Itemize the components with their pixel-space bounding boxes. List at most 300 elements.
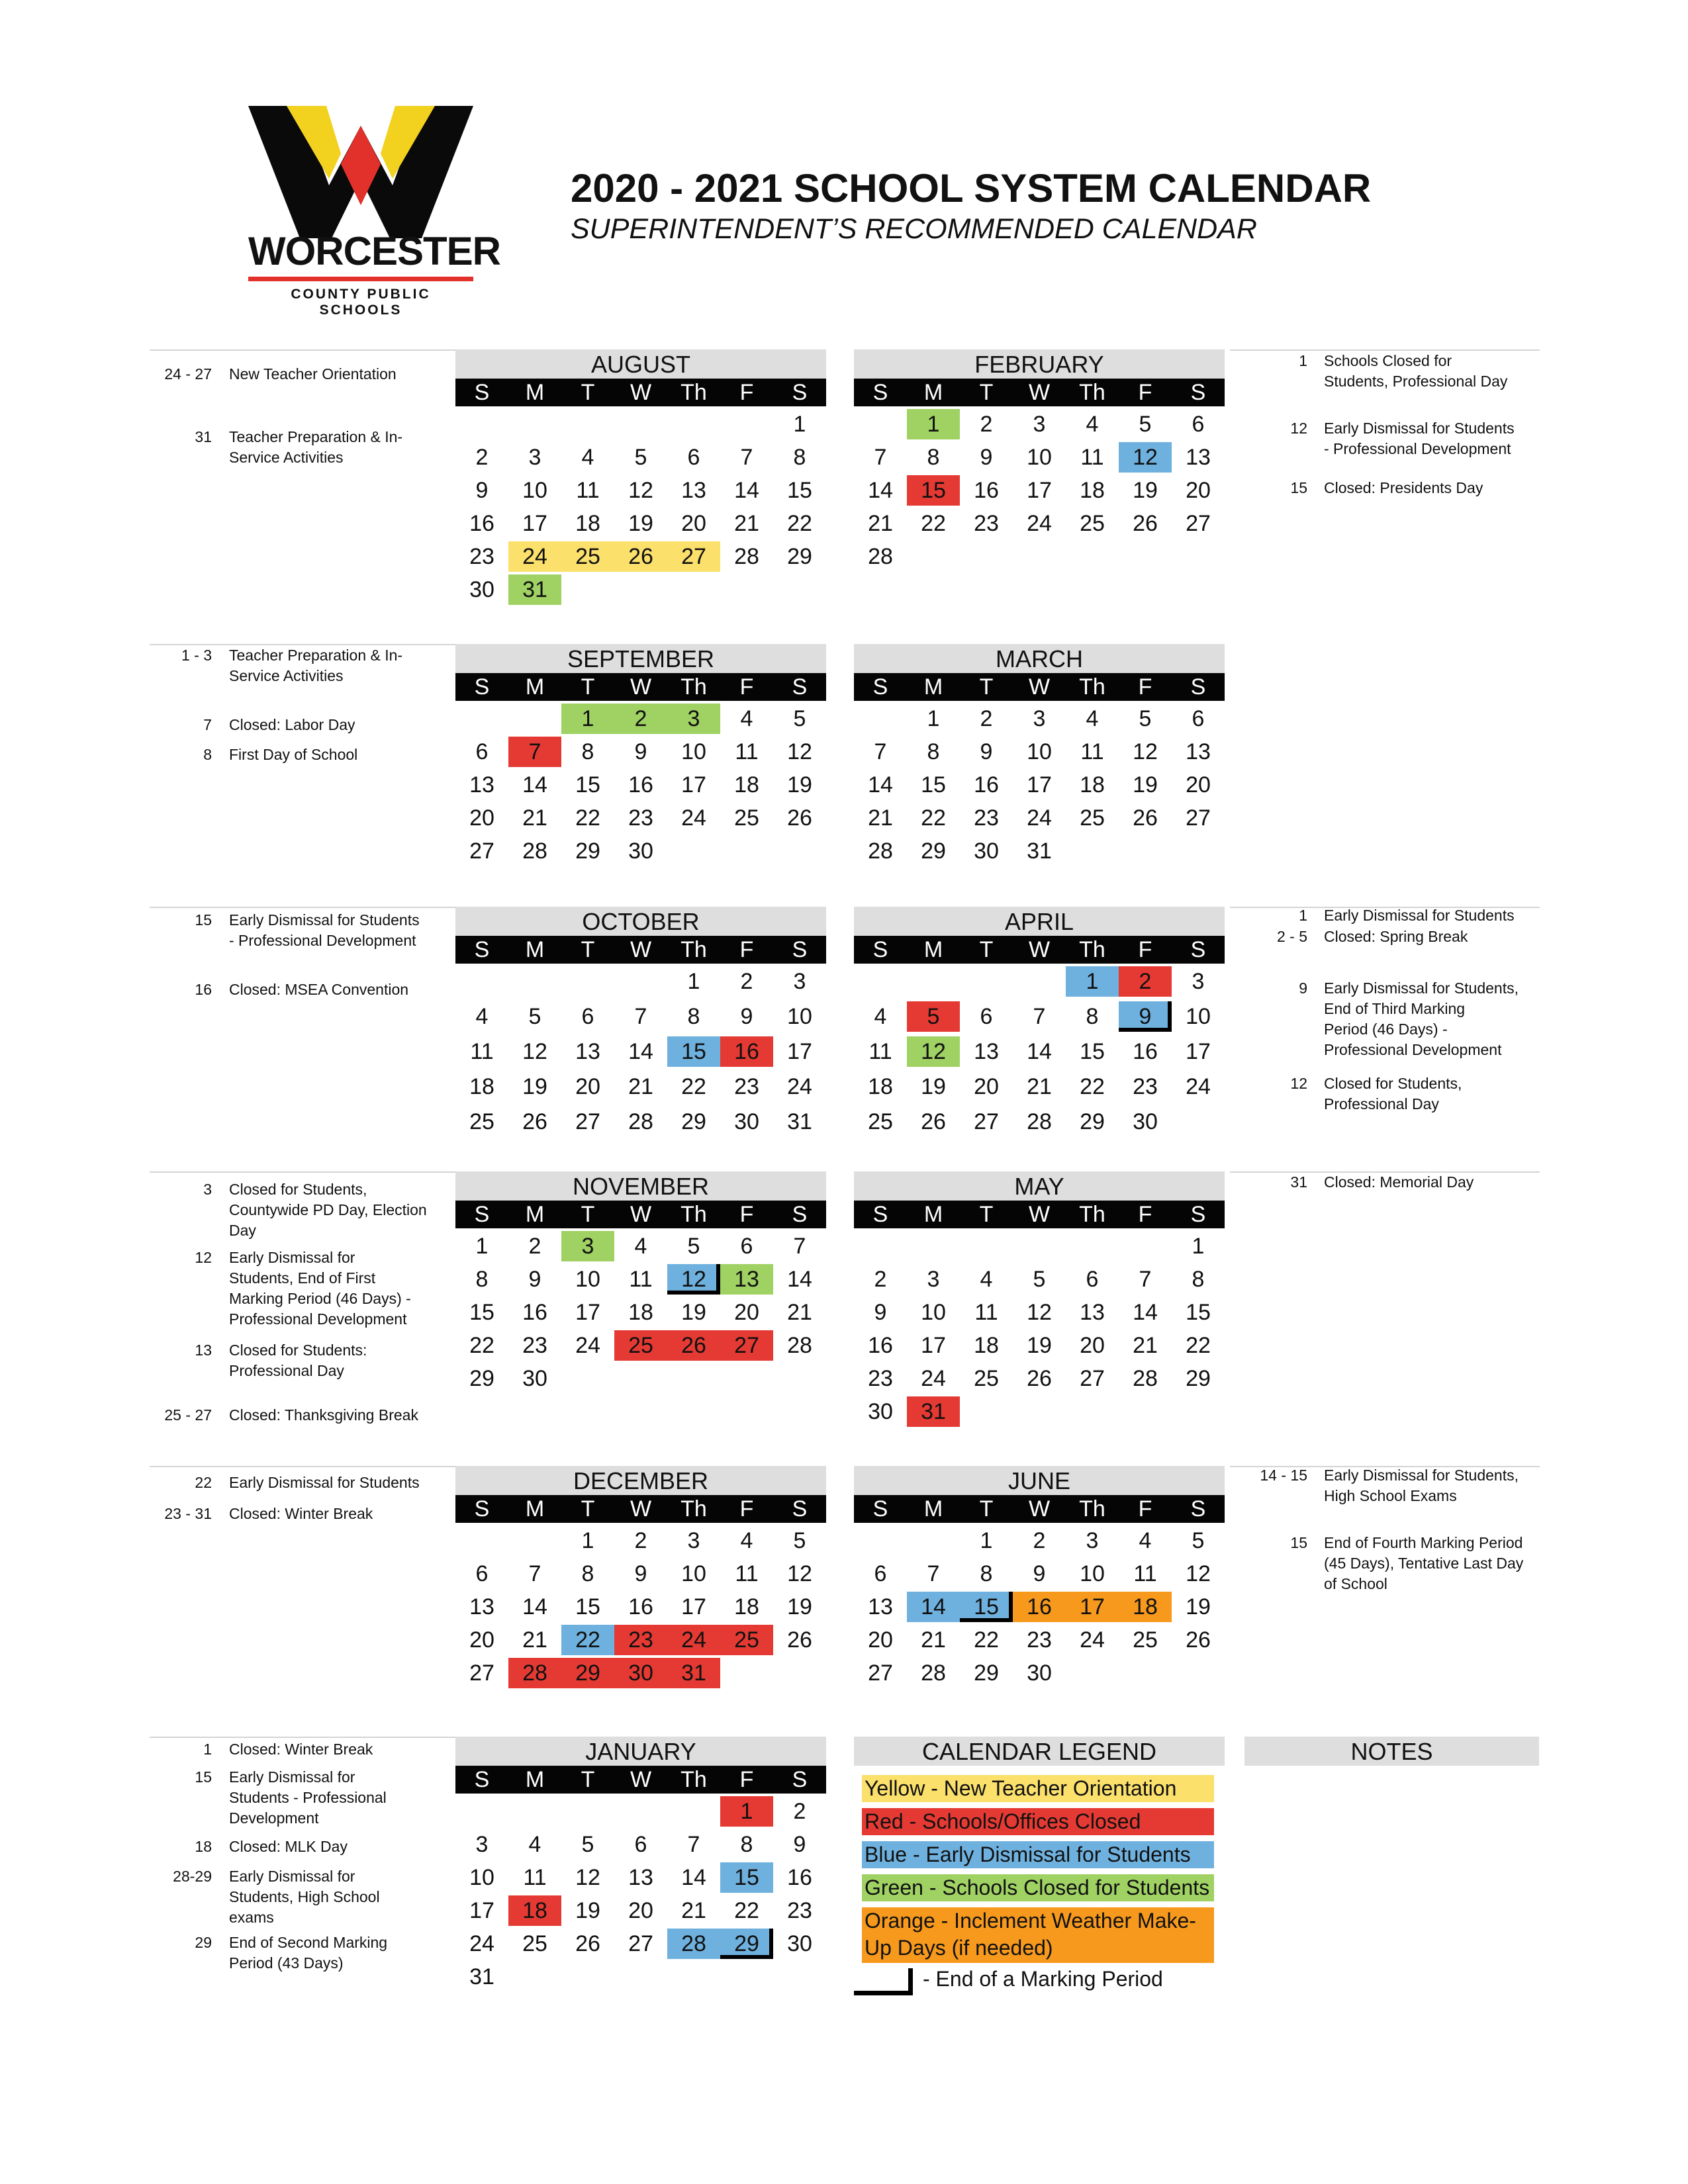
day-cell: 22 [681, 1074, 706, 1099]
day-cell: 6 [581, 1004, 594, 1029]
day-cell: 19 [628, 511, 653, 536]
day-cell: 30 [787, 1931, 812, 1956]
note-text: Closed: MSEA Convention [229, 981, 409, 998]
day-cell: 9 [980, 445, 993, 470]
month-title: JANUARY [455, 1737, 826, 1766]
day-cell: 10 [575, 1267, 600, 1292]
weekday-label: T [979, 380, 994, 405]
weekday-header [455, 379, 826, 406]
day-cell: 5 [634, 445, 647, 470]
day-cell: 7 [927, 1561, 940, 1586]
weekday-label: M [923, 937, 943, 962]
day-cell: 24 [469, 1931, 494, 1956]
day-cell: 16 [974, 478, 999, 503]
day-cell: 17 [1186, 1039, 1211, 1064]
month-title: OCTOBER [455, 907, 826, 936]
note-text: Closed for Students: Professional Day [229, 1342, 367, 1379]
note-date: 15 [195, 1768, 212, 1786]
day-cell: 30 [734, 1109, 759, 1134]
day-cell: 12 [907, 1036, 960, 1067]
day-cell: 3 [687, 1528, 700, 1553]
day-cell: 24 [1027, 805, 1052, 831]
day-cell: 15 [787, 478, 812, 503]
legend-marking-text: - End of a Marking Period [923, 1967, 1163, 1991]
note-text: Early Dismissal for Students, High School Exams [1324, 1467, 1519, 1504]
day-cell: 23 [868, 1366, 893, 1391]
day-cell: 23 [469, 544, 494, 569]
day-cell: 10 [1080, 1561, 1105, 1586]
weekday-label: S [872, 937, 888, 962]
day-cell: 4 [1086, 706, 1099, 731]
day-cell: 14 [681, 1865, 706, 1890]
day-cell: 8 [793, 445, 806, 470]
day-cell: 10 [469, 1865, 494, 1890]
weekday-label: Th [1079, 937, 1105, 962]
day-cell: 23 [974, 805, 999, 831]
day-cell: 19 [681, 1300, 706, 1325]
day-cell: 25 [1133, 1627, 1158, 1653]
day-cell: 8 [927, 445, 940, 470]
day-cell: 4 [740, 706, 753, 731]
weekday-label: W [1028, 1496, 1051, 1522]
day-cell: 11 [576, 478, 600, 503]
weekday-label: F [739, 674, 754, 700]
day-cell: 23 [974, 511, 999, 536]
day-cell: 1 [927, 706, 940, 731]
day-cell: 17 [921, 1333, 946, 1358]
weekday-label: F [1138, 1202, 1152, 1227]
weekday-label: W [630, 1202, 652, 1227]
month-october [455, 907, 826, 1134]
note-date: 1 [1299, 352, 1307, 369]
weekday-label: T [581, 1767, 595, 1792]
note-text: Early Dismissal for Students - Professional Development [229, 911, 420, 949]
day-cell: 10 [522, 478, 547, 503]
weekday-label: S [792, 380, 808, 405]
day-cell: 6 [475, 739, 489, 764]
day-cell: 29 [681, 1109, 706, 1134]
note-date: 18 [195, 1838, 212, 1855]
note-text: Closed: Winter Break [229, 1505, 373, 1522]
day-cell: 4 [634, 1234, 647, 1259]
day-cell: 16 [974, 772, 999, 797]
day-cell: 18 [868, 1074, 893, 1099]
day-cell: 14 [907, 1592, 960, 1622]
day-cell: 1 [907, 409, 960, 439]
note-date: 31 [1290, 1173, 1307, 1191]
note-date: 23 - 31 [164, 1505, 212, 1522]
section-divider [150, 349, 455, 351]
day-cell: 1 [475, 1234, 489, 1259]
day-cell: 12 [787, 739, 812, 764]
day-cell: 5 [1033, 1267, 1046, 1292]
day-cell: 24 [681, 805, 706, 831]
weekday-label: M [525, 380, 545, 405]
day-cell: 7 [1139, 1267, 1152, 1292]
day-cell: 6 [980, 1004, 993, 1029]
day-cell: 22 [921, 805, 946, 831]
day-cell: 12 [1119, 442, 1172, 473]
weekday-label: F [739, 380, 754, 405]
day-cell: 16 [628, 1594, 653, 1619]
day-cell: 6 [634, 1832, 647, 1857]
day-cell: 13 [1186, 445, 1211, 470]
day-cell: 3 [1086, 1528, 1099, 1553]
month-title: DECEMBER [455, 1466, 826, 1495]
day-cell: 1 [687, 969, 700, 994]
day-cell: 2 [980, 706, 993, 731]
day-cell: 29 [787, 544, 812, 569]
day-cell: 7 [508, 737, 561, 767]
day-cell: 13 [469, 1594, 494, 1619]
day-cell: 20 [469, 1627, 494, 1653]
note-text: Early Dismissal for Students [229, 1474, 420, 1491]
note-text: End of Second Marking Period (43 Days) [229, 1934, 388, 1972]
day-cell: 28 [868, 839, 893, 864]
day-cell: 9 [1033, 1561, 1046, 1586]
day-cell: 12 [787, 1561, 812, 1586]
day-cell: 5 [793, 1528, 806, 1553]
day-cell: 5 [907, 1001, 960, 1032]
day-cell: 16 [787, 1865, 812, 1890]
weekday-label: S [872, 674, 888, 700]
weekday-label: S [792, 1767, 808, 1792]
legend-item-yellow: Yellow - New Teacher Orientation [862, 1775, 1214, 1802]
day-cell: 31 [469, 1964, 494, 1989]
day-cell: 3 [667, 704, 720, 734]
day-cell: 17 [1027, 772, 1052, 797]
day-cell: 27 [1186, 511, 1211, 536]
day-cell: 19 [1133, 478, 1158, 503]
day-cell: 3 [475, 1832, 489, 1857]
weekday-label: M [525, 1202, 545, 1227]
weekday-header [854, 379, 1225, 406]
day-cell: 4 [581, 445, 594, 470]
weekday-label: M [923, 1496, 943, 1522]
note-date: 31 [195, 428, 212, 445]
day-cell: 18 [734, 1594, 759, 1619]
day-cell: 9 [740, 1004, 753, 1029]
day-cell: 26 [921, 1109, 946, 1134]
day-cell: 18 [734, 772, 759, 797]
day-cell: 19 [522, 1074, 547, 1099]
day-cell: 14 [868, 478, 893, 503]
weekday-header [455, 1766, 826, 1794]
weekday-label: F [1138, 1496, 1152, 1522]
day-cell: 19 [787, 772, 812, 797]
day-cell: 20 [1186, 478, 1211, 503]
day-cell: 8 [980, 1561, 993, 1586]
day-cell: 27 [868, 1661, 893, 1686]
note-text: Closed for Students, Professional Day [1324, 1075, 1462, 1113]
note-date: 14 - 15 [1260, 1467, 1307, 1484]
notes-header: NOTES [1244, 1737, 1539, 1766]
day-cell: 3 [1033, 706, 1046, 731]
day-cell: 28 [667, 1929, 720, 1959]
day-cell: 7 [634, 1004, 647, 1029]
day-cell: 7 [528, 1561, 541, 1586]
weekday-label: W [630, 1767, 652, 1792]
weekday-label: S [474, 380, 490, 405]
day-cell: 6 [740, 1234, 753, 1259]
day-cell: 8 [927, 739, 940, 764]
weekday-label: W [1028, 674, 1051, 700]
day-cell: 9 [1119, 1001, 1172, 1032]
day-cell: 24 [1080, 1627, 1105, 1653]
day-cell: 10 [681, 1561, 706, 1586]
day-cell: 11 [868, 1039, 892, 1064]
month-february [854, 349, 1225, 569]
day-cell: 10 [1027, 445, 1052, 470]
month-title: MARCH [854, 644, 1225, 673]
day-cell: 28 [868, 544, 893, 569]
note-text: Early Dismissal for Students, End of Third Marking Period (46 Days) - Professional Development [1324, 979, 1519, 1058]
day-cell: 2 [1119, 966, 1172, 997]
legend-item-red: Red - Schools/Offices Closed [862, 1808, 1214, 1835]
day-cell: 30 [469, 577, 494, 602]
note-text: Early Dismissal for Students, End of First Marking Period (46 Days) - Professional Development [229, 1249, 411, 1328]
day-cell: 27 [720, 1330, 773, 1361]
logo-wordmark: WORCESTER [248, 229, 500, 273]
day-cell: 8 [581, 1561, 594, 1586]
note-date: 12 [1290, 1075, 1307, 1092]
note-text: Teacher Preparation & In- Service Activities [229, 647, 403, 684]
weekday-label: S [872, 1496, 888, 1522]
month-title: NOVEMBER [455, 1171, 826, 1201]
day-cell: 28 [1027, 1109, 1052, 1134]
day-cell: 7 [740, 445, 753, 470]
day-cell: 22 [974, 1627, 999, 1653]
month-title: AUGUST [455, 349, 826, 379]
day-cell: 27 [974, 1109, 999, 1134]
day-cell: 31 [1027, 839, 1052, 864]
weekday-header [854, 1201, 1225, 1228]
day-cell: 26 [1133, 805, 1158, 831]
day-cell: 4 [475, 1004, 489, 1029]
day-cell: 3 [1192, 969, 1205, 994]
day-cell: 23 [787, 1898, 812, 1923]
day-cell: 15 [921, 772, 946, 797]
day-cell: 18 [1080, 478, 1105, 503]
weekday-label: F [739, 1496, 754, 1522]
day-cell: 13 [681, 478, 706, 503]
day-cell: 15 [960, 1592, 1013, 1622]
note-date: 2 - 5 [1276, 928, 1307, 945]
day-cell: 25 [868, 1109, 893, 1134]
day-cell: 10 [1027, 739, 1052, 764]
day-cell: 12 [1027, 1300, 1052, 1325]
day-cell: 24 [508, 541, 561, 572]
weekday-header [854, 1495, 1225, 1523]
day-cell: 30 [974, 839, 999, 864]
day-cell: 2 [874, 1267, 887, 1292]
note-text: Closed: Presidents Day [1324, 479, 1483, 496]
day-cell: 17 [575, 1300, 600, 1325]
weekday-label: T [979, 1496, 994, 1522]
day-cell: 18 [1119, 1592, 1172, 1622]
day-cell: 24 [921, 1366, 946, 1391]
weekday-header [455, 1495, 826, 1523]
day-cell: 16 [469, 511, 494, 536]
day-cell: 31 [508, 574, 561, 605]
day-cell: 11 [735, 739, 759, 764]
day-cell: 19 [1133, 772, 1158, 797]
day-cell: 25 [561, 541, 614, 572]
day-cell: 30 [614, 1658, 667, 1688]
note-text: Closed: Winter Break [229, 1741, 373, 1758]
note-text: Closed: Memorial Day [1324, 1173, 1474, 1191]
day-cell: 13 [575, 1039, 600, 1064]
weekday-label: W [630, 1496, 652, 1522]
day-cell: 20 [681, 511, 706, 536]
day-cell: 13 [868, 1594, 893, 1619]
legend-item-orange: Orange - Inclement Weather Make-Up Days (if needed) [862, 1907, 1214, 1963]
day-cell: 1 [793, 412, 806, 437]
day-cell: 2 [1033, 1528, 1046, 1553]
day-cell: 7 [874, 739, 887, 764]
weekday-label: Th [680, 1202, 707, 1227]
note-date: 9 [1299, 979, 1307, 997]
weekday-label: M [923, 674, 943, 700]
day-cell: 24 [787, 1074, 812, 1099]
weekday-label: F [739, 1767, 754, 1792]
weekday-label: S [872, 380, 888, 405]
day-cell: 11 [974, 1300, 998, 1325]
day-cell: 15 [469, 1300, 494, 1325]
day-cell: 17 [469, 1898, 494, 1923]
day-cell: 9 [634, 739, 647, 764]
weekday-label: S [1190, 1496, 1206, 1522]
note-text: Closed: Labor Day [229, 716, 355, 733]
day-cell: 24 [575, 1333, 600, 1358]
day-cell: 2 [614, 704, 667, 734]
day-cell: 22 [787, 511, 812, 536]
day-cell: 23 [614, 1625, 667, 1655]
day-cell: 9 [980, 739, 993, 764]
day-cell: 11 [629, 1267, 653, 1292]
day-cell: 29 [720, 1929, 773, 1959]
note-text: Early Dismissal for Students - Professional Development [1324, 420, 1515, 457]
day-cell: 9 [793, 1832, 806, 1857]
day-cell: 6 [687, 445, 700, 470]
day-cell: 2 [793, 1799, 806, 1824]
note-date: 24 - 27 [164, 365, 212, 383]
note-date: 13 [195, 1342, 212, 1359]
day-cell: 13 [720, 1264, 773, 1295]
day-cell: 1 [561, 704, 614, 734]
day-cell: 1 [1066, 966, 1119, 997]
day-cell: 21 [734, 511, 759, 536]
day-cell: 8 [1086, 1004, 1099, 1029]
note-date: 1 [1299, 907, 1307, 924]
weekday-label: M [525, 674, 545, 700]
day-cell: 5 [687, 1234, 700, 1259]
day-cell: 27 [667, 541, 720, 572]
day-cell: 26 [575, 1931, 600, 1956]
day-cell: 18 [628, 1300, 653, 1325]
weekday-label: S [474, 1767, 490, 1792]
weekday-label: S [792, 937, 808, 962]
weekday-label: T [979, 674, 994, 700]
day-cell: 21 [921, 1627, 946, 1653]
day-cell: 5 [1192, 1528, 1205, 1553]
day-cell: 14 [522, 1594, 547, 1619]
day-cell: 14 [787, 1267, 812, 1292]
day-cell: 21 [1027, 1074, 1052, 1099]
day-cell: 20 [1186, 772, 1211, 797]
note-text: Early Dismissal for Students, High School exams [229, 1868, 380, 1926]
day-cell: 2 [475, 445, 489, 470]
day-cell: 27 [469, 839, 494, 864]
day-cell: 28 [787, 1333, 812, 1358]
weekday-label: T [581, 380, 595, 405]
day-cell: 30 [628, 839, 653, 864]
day-cell: 1 [720, 1796, 773, 1827]
day-cell: 11 [1133, 1561, 1157, 1586]
day-cell: 24 [1186, 1074, 1211, 1099]
day-cell: 12 [667, 1264, 720, 1295]
weekday-label: F [739, 1202, 754, 1227]
day-cell: 25 [469, 1109, 494, 1134]
day-cell: 22 [734, 1898, 759, 1923]
day-cell: 26 [787, 805, 812, 831]
day-cell: 26 [787, 1627, 812, 1653]
weekday-label: F [1138, 674, 1152, 700]
month-title: APRIL [854, 907, 1225, 936]
day-cell: 3 [528, 445, 541, 470]
day-cell: 15 [1080, 1039, 1105, 1064]
day-cell: 3 [561, 1231, 614, 1261]
day-cell: 26 [522, 1109, 547, 1134]
page-subtitle: SUPERINTENDENT’S RECOMMENDED CALENDAR [571, 213, 1257, 245]
note-date: 28-29 [173, 1868, 212, 1885]
day-cell: 20 [575, 1074, 600, 1099]
day-cell: 21 [681, 1898, 706, 1923]
day-cell: 6 [874, 1561, 887, 1586]
day-cell: 7 [793, 1234, 806, 1259]
day-cell: 5 [1139, 706, 1152, 731]
day-cell: 17 [787, 1039, 812, 1064]
weekday-label: Th [1079, 1202, 1105, 1227]
month-april [854, 907, 1225, 1134]
day-cell: 16 [522, 1300, 547, 1325]
weekday-label: S [872, 1202, 888, 1227]
day-cell: 1 [581, 1528, 594, 1553]
note-date: 16 [195, 981, 212, 998]
day-cell: 6 [475, 1561, 489, 1586]
day-cell: 28 [522, 839, 547, 864]
day-cell: 29 [974, 1661, 999, 1686]
weekday-label: Th [680, 937, 707, 962]
day-cell: 27 [469, 1661, 494, 1686]
weekday-label: M [923, 380, 943, 405]
day-cell: 29 [921, 839, 946, 864]
day-cell: 14 [1027, 1039, 1052, 1064]
day-cell: 13 [628, 1865, 653, 1890]
day-cell: 15 [575, 1594, 600, 1619]
day-cell: 18 [469, 1074, 494, 1099]
note-text: New Teacher Orientation [229, 365, 397, 383]
month-september [455, 644, 826, 864]
weekday-header [854, 936, 1225, 964]
day-cell: 19 [921, 1074, 946, 1099]
day-cell: 14 [522, 772, 547, 797]
day-cell: 17 [681, 772, 706, 797]
day-cell: 25 [1080, 511, 1105, 536]
note-date: 15 [195, 911, 212, 929]
weekday-label: S [1190, 674, 1206, 700]
weekday-label: T [979, 937, 994, 962]
